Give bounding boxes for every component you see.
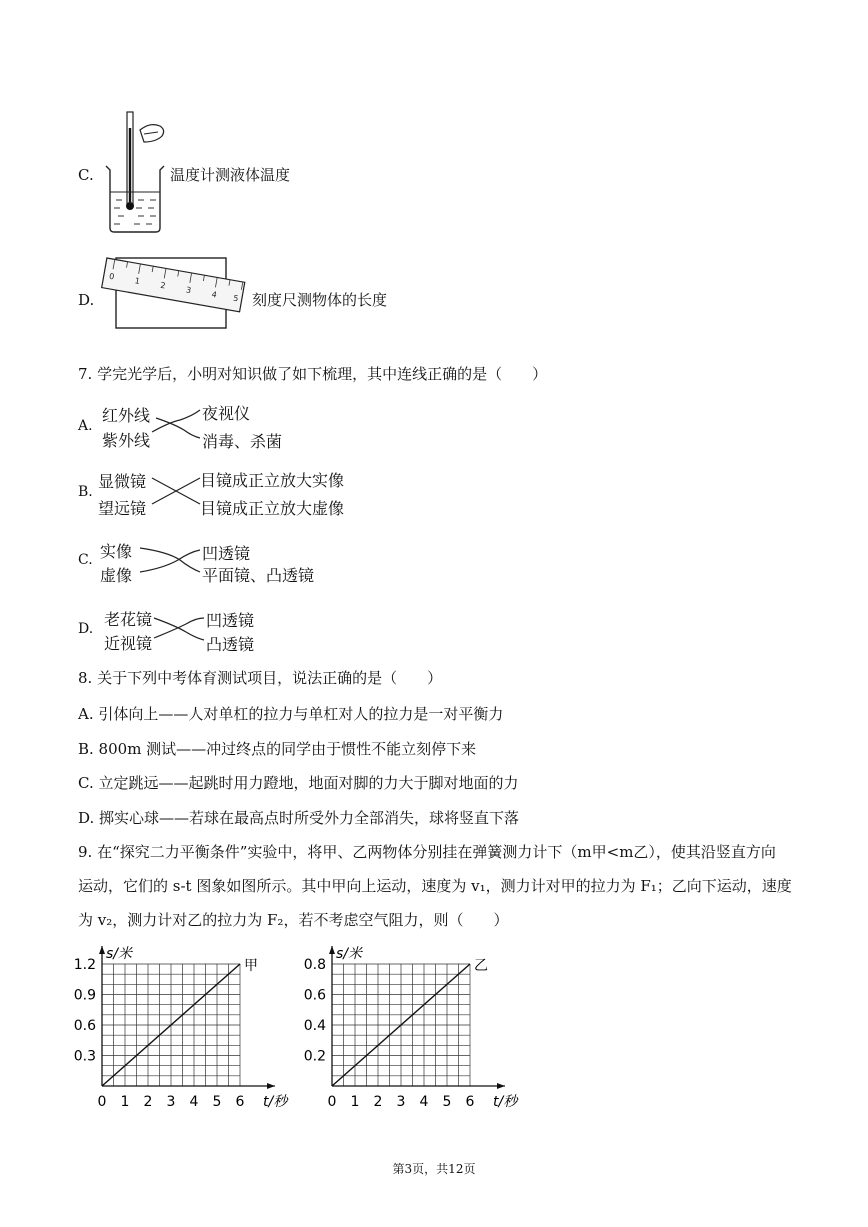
x-tick-label: 6 xyxy=(465,1094,475,1110)
x-tick-label: 3 xyxy=(166,1094,176,1110)
q7-c-right-2: 平面镜、凸透镜 xyxy=(202,566,315,585)
q8-option-a: A. 引体向上——人对单杠的拉力与单杠对人的拉力是一对平衡力 xyxy=(78,705,504,723)
q8-option-d: D. 掷实心球——若球在最高点时所受外力全部消失，球将竖直下落 xyxy=(78,809,520,827)
ruler-mark-3: 3 xyxy=(185,285,192,296)
q7-c-letter: C. xyxy=(78,552,93,568)
q7-a-right-1: 夜视仪 xyxy=(202,404,251,423)
q7-stem: 7. 学完光学后，小明对知识做了如下梳理，其中连线正确的是（ ） xyxy=(78,365,548,383)
q7-b-left-2: 望远镜 xyxy=(98,499,147,518)
page-footer: 第3页，共12页 xyxy=(392,1162,476,1176)
y-axis-label: s/米 xyxy=(106,946,133,962)
q7-a-left-1: 红外线 xyxy=(102,406,151,425)
ruler-block-illustration xyxy=(98,252,248,336)
y-tick-label: 0.6 xyxy=(303,987,326,1004)
ruler-mark-4: 4 xyxy=(210,289,218,300)
q7-c-right-1: 凹透镜 xyxy=(202,544,251,563)
ruler-mark-1: 1 xyxy=(134,276,141,287)
y-tick-label: 0.4 xyxy=(303,1018,326,1034)
x-tick-label: 4 xyxy=(189,1094,199,1110)
x-tick-label: 6 xyxy=(235,1094,245,1110)
x-tick-label: 1 xyxy=(120,1094,130,1110)
ruler-mark-0: 0 xyxy=(108,271,116,282)
q9-line-3: 为 v₂，测力计对乙的拉力为 F₂，若不考虑空气阻力，则（ ） xyxy=(78,911,509,929)
x-tick-label: 4 xyxy=(419,1094,429,1110)
y-axis-arrow xyxy=(99,946,105,954)
x-axis-label: t/秒 xyxy=(493,1094,518,1110)
x-tick-label: 2 xyxy=(373,1094,383,1110)
q8-stem: 8. 关于下列中考体育测试项目，说法正确的是（ ） xyxy=(78,669,443,687)
q7-a-letter: A. xyxy=(78,418,93,434)
thermometer-beaker-illustration xyxy=(100,108,172,234)
ruler-mark-2: 2 xyxy=(159,280,167,291)
q7-c-left-2: 虚像 xyxy=(100,566,133,585)
option-c-caption: 温度计测液体温度 xyxy=(170,166,291,184)
option-d-letter: D. xyxy=(78,291,95,309)
q9-line-2: 运动，它们的 s-t 图象如图所示。其中甲向上运动，速度为 v₁，测力计对甲的拉力为 F₁；乙向下运动，速度 xyxy=(78,877,792,895)
q7-a-connector-lines xyxy=(150,404,202,444)
st-chart-jia xyxy=(70,936,300,1116)
option-c-letter: C. xyxy=(78,166,94,184)
q7-d-left-2: 近视镜 xyxy=(104,634,153,653)
q7-b-left-1: 显微镜 xyxy=(98,472,147,491)
q7-c-left-1: 实像 xyxy=(100,542,133,561)
q8-option-b: B. 800m 测试——冲过终点的同学由于惯性不能立刻停下来 xyxy=(78,740,477,758)
x-tick-label: 0 xyxy=(327,1094,337,1110)
y-tick-label: 0.6 xyxy=(73,1018,96,1034)
y-axis-label: s/米 xyxy=(336,946,363,962)
q7-d-left-1: 老花镜 xyxy=(104,610,153,629)
x-tick-label: 1 xyxy=(350,1094,360,1110)
st-chart-yi xyxy=(300,936,530,1116)
q7-d-right-1: 凹透镜 xyxy=(206,611,255,630)
x-tick-label: 2 xyxy=(143,1094,153,1110)
x-tick-label: 0 xyxy=(97,1094,107,1110)
y-tick-label: 0.3 xyxy=(73,1048,96,1065)
q7-a-right-2: 消毒、杀菌 xyxy=(202,432,283,451)
q8-option-c: C. 立定跳远——起跳时用力蹬地，地面对脚的力大于脚对地面的力 xyxy=(78,774,519,792)
series-label: 乙 xyxy=(474,958,488,974)
x-tick-label: 5 xyxy=(212,1094,222,1110)
q7-b-right-1: 目镜成正立放大实像 xyxy=(200,471,345,490)
x-tick-label: 3 xyxy=(396,1094,406,1110)
series-label: 甲 xyxy=(244,958,258,974)
y-tick-label: 1.2 xyxy=(73,957,96,973)
q7-c-connector-lines xyxy=(138,540,202,580)
q7-d-connector-lines xyxy=(152,608,206,648)
x-axis-label: t/秒 xyxy=(263,1094,288,1110)
y-tick-label: 0.8 xyxy=(303,957,326,973)
option-d-caption: 刻度尺测物体的长度 xyxy=(252,291,388,309)
q7-d-letter: D. xyxy=(78,621,94,637)
y-axis-arrow xyxy=(329,946,335,954)
q9-line-1: 9. 在“探究二力平衡条件”实验中，将甲、乙两物体分别挂在弹簧测力计下（m甲<m乙），使其沿竖直方向 xyxy=(78,843,776,861)
x-axis-arrow xyxy=(267,1083,275,1089)
q7-b-right-2: 目镜成正立放大虚像 xyxy=(200,499,345,518)
y-tick-label: 0.2 xyxy=(303,1048,326,1065)
q7-b-connector-lines xyxy=(150,470,202,510)
x-tick-label: 5 xyxy=(442,1094,452,1110)
q7-a-left-2: 紫外线 xyxy=(102,431,151,450)
ruler-mark-5: 5 xyxy=(232,293,240,304)
y-tick-label: 0.9 xyxy=(73,987,96,1004)
q7-d-right-2: 凸透镜 xyxy=(206,635,255,654)
x-axis-arrow xyxy=(497,1083,505,1089)
q7-b-letter: B. xyxy=(78,484,93,500)
